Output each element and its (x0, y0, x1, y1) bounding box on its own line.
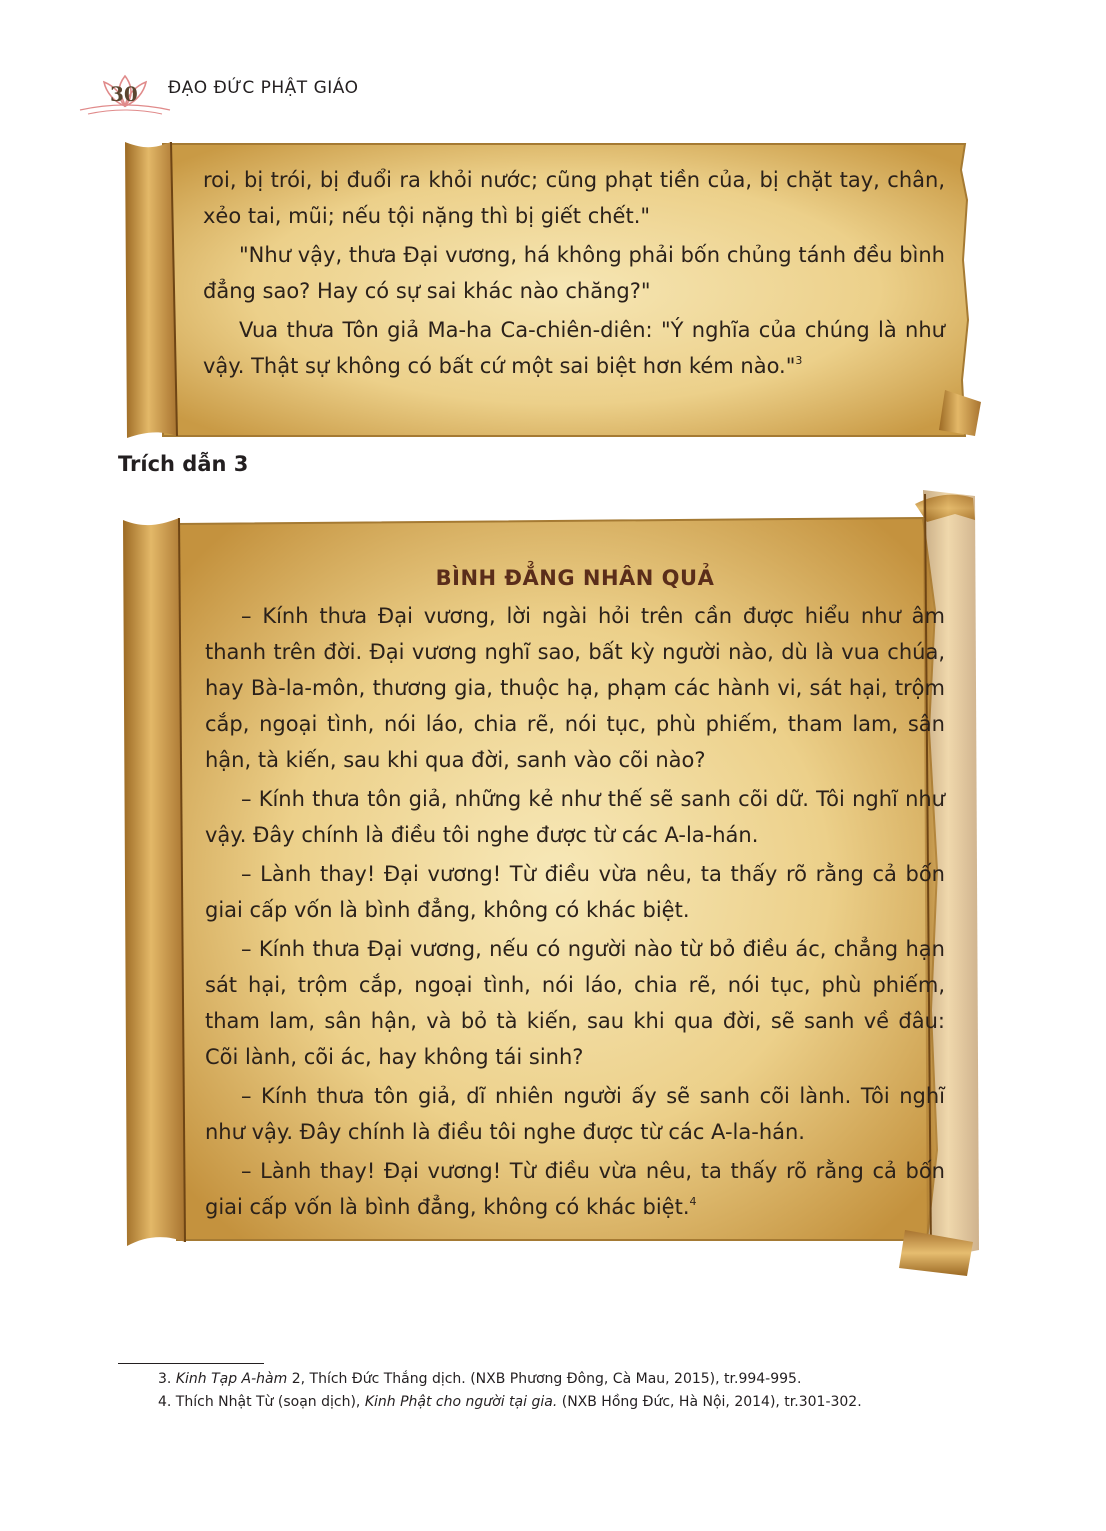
scroll-title: BÌNH ĐẲNG NHÂN QUẢ (435, 566, 715, 590)
footnote-author: Thích Nhật Từ (soạn dịch), (171, 1394, 365, 1410)
footnote-4 (118, 1391, 990, 1414)
scroll2-paragraph-text: – Lành thay! Đại vương! Từ điều vừa nêu, ta thấy rõ rằng cả bốn giai cấp vốn là bình đẳng, không có khác biệt. (205, 1159, 945, 1219)
scroll2-paragraph: – Lành thay! Đại vương! Từ điều vừa nêu, ta thấy rõ rằng cả bốn giai cấp vốn là bình đẳng, không có khác biệt. (205, 862, 945, 922)
scroll2-paragraph (205, 1153, 945, 1225)
scroll2-paragraph: – Kính thưa Đại vương, lời ngài hỏi trên cần được hiểu như âm thanh trên đời. Đại vương nghĩ sao, bất kỳ người nào, dù là vua chúa, hay Bà-la-môn, thương gia, thuộc hạ, phạm các hành vi, sát hại, trộm cắp, ngoại tình, nói láo, chia rẽ, nói tục, phù phiếm, tham lam, sân hận, tà kiến, sau khi qua đời, sanh vào cõi nào? (205, 604, 945, 772)
scroll1-paragraph-text: Vua thưa Tôn giả Ma-ha Ca-chiên-diên: "Ý nghĩa của chúng là như vậy. Thật sự không có bất cứ một sai biệt hơn kém nào." (203, 318, 945, 378)
scroll2-paragraph: – Kính thưa Đại vương, nếu có người nào từ bỏ điều ác, chẳng hạn sát hại, trộm cắp, ngoại tình, nói láo, chia rẽ, nói tục, phù phiếm, tham lam, sân hận, và bỏ tà kiến, sau khi qua đời, sẽ sanh về đâu: Cõi lành, cõi ác, hay không tái sinh? (205, 937, 945, 1069)
footnote-title: Kinh Phật cho người tại gia. (364, 1394, 558, 1410)
scroll2-paragraph: – Kính thưa tôn giả, dĩ nhiên người ấy sẽ sanh cõi lành. Tôi nghĩ như vậy. Đây chính là điều tôi nghe được từ các A-la-hán. (205, 1084, 945, 1144)
scroll2-text (205, 560, 945, 1228)
scroll1-paragraph: "Như vậy, thưa Đại vương, há không phải bốn chủng tánh đều bình đẳng sao? Hay có sự sai khác nào chăng?" (203, 243, 945, 303)
scroll-quote-3 (115, 490, 985, 1280)
footnotes (118, 1368, 990, 1414)
footnote-3 (118, 1368, 990, 1391)
footnote-citation: (NXB Hồng Đức, Hà Nội, 2014), tr.301-302. (557, 1394, 862, 1410)
scroll-excerpt-continuation (115, 140, 985, 440)
scroll1-paragraph: roi, bị trói, bị đuổi ra khỏi nước; cũng phạt tiền của, bị chặt tay, chân, xẻo tai, mũi; nếu tội nặng thì bị giết chết." (203, 168, 945, 228)
running-title: ĐẠO ĐỨC PHẬT GIÁO (168, 78, 359, 98)
footnote-number: 3. (158, 1371, 172, 1387)
section-heading: Trích dẫn 3 (118, 452, 249, 476)
footnote-number: 4. (158, 1394, 172, 1410)
footnote-title: Kinh Tạp A-hàm (175, 1371, 288, 1387)
footnote-ref-3[interactable]: 3 (795, 354, 803, 367)
scroll1-paragraph (203, 312, 945, 384)
footnote-citation: 2, Thích Đức Thắng dịch. (NXB Phương Đông, Cà Mau, 2015), tr.994-995. (287, 1371, 802, 1387)
page-number: 30 (110, 82, 138, 106)
scroll2-paragraph: – Kính thưa tôn giả, những kẻ như thế sẽ sanh cõi dữ. Tôi nghĩ như vậy. Đây chính là điều tôi nghe được từ các A-la-hán. (205, 787, 945, 847)
footnote-divider (118, 1363, 264, 1364)
footnote-ref-4[interactable]: 4 (689, 1195, 697, 1208)
scroll1-text (203, 162, 945, 387)
